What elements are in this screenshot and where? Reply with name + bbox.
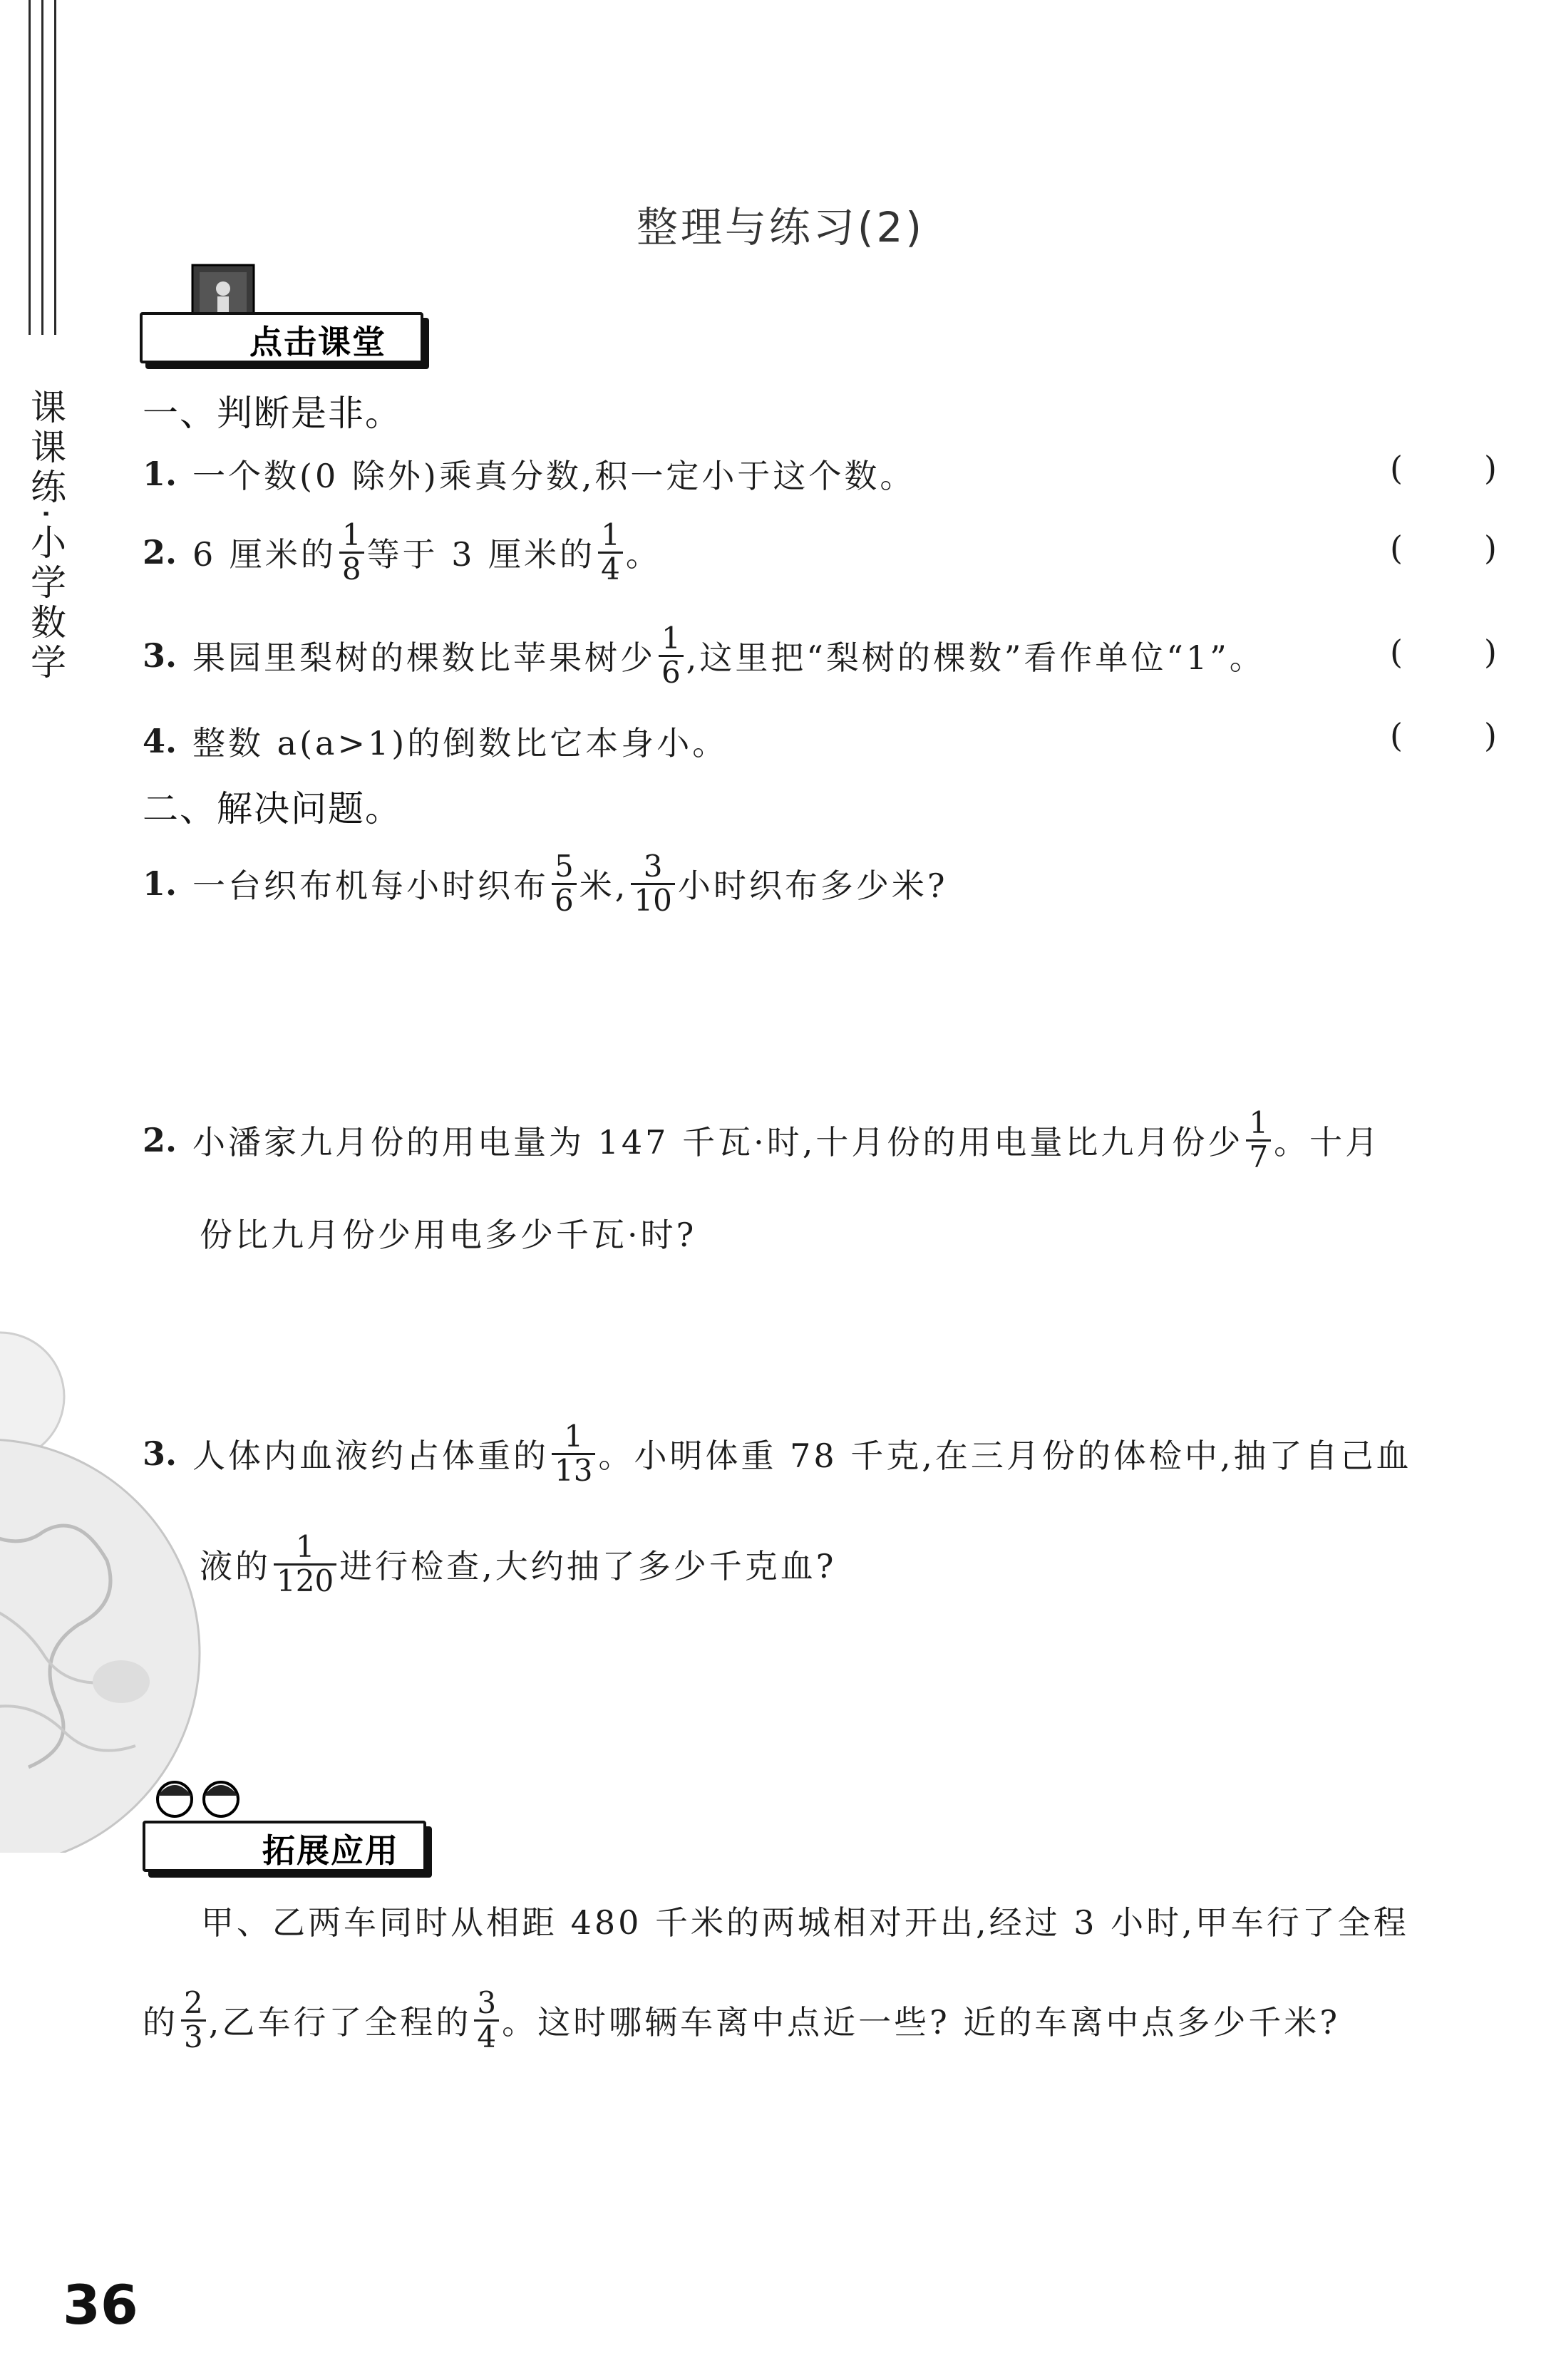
fraction: $\frac{1}{8}$ [339,519,364,584]
item-text-b: ,这里把“梨树的棵数”看作单位“1”。 [686,638,1265,677]
problem-text-b: 。小明体重 78 千克,在三月份的体检中,抽了自己血 [598,1437,1412,1475]
fraction: $\frac{1}{7}$ [1246,1107,1271,1172]
side-label: 课课练·小学数学 [25,388,66,683]
margin-line-2 [41,0,43,335]
part2-heading: 二、解决问题。 [143,788,402,829]
answer-blank[interactable]: ( ) [1390,716,1497,755]
problem-text-a: 小潘家九月份的用电量为 147 千瓦·时,十月份的用电量比九月份少 [192,1123,1244,1161]
judge-item-4 [143,695,728,787]
item-text: 整数 a(a>1)的倒数比它本身小。 [192,724,728,762]
extend-text-line1: 甲、乙两车同时从相距 480 千米的两城相对开出,经过 3 小时,甲车行了全程 [201,1903,1409,1942]
problem-3 [143,1407,1412,1500]
problem-text-c: 小时织布多少米? [677,866,948,905]
problem-1 [143,837,948,930]
problem-text-line2: 份比九月份少用电多少千瓦·时? [200,1216,697,1254]
problem-text-b: 。十月 [1274,1123,1381,1161]
problem-text-d: 进行检查,大约抽了多少千克血? [339,1547,837,1585]
item-text-a: 果园里梨树的棵数比苹果树少 [192,638,656,677]
problem-text-a: 一台织布机每小时织布 [192,866,550,905]
item-number: 4. [143,722,177,760]
margin-line-3 [54,0,56,335]
page-title: 整理与练习(2) [636,203,925,252]
fraction: $\frac{1}{13}$ [552,1421,595,1486]
fraction: $\frac{1}{6}$ [659,623,684,688]
item-number: 2. [143,533,177,571]
margin-line-1 [29,0,31,335]
fraction: $\frac{1}{4}$ [598,519,623,584]
extend-text-c: 。这时哪辆车离中点近一些? 近的车离中点多少千米? [502,2003,1341,2042]
section-title-click: 点击课堂 [249,323,386,361]
item-text-a: 6 厘米的 [192,535,336,574]
fraction: $\frac{1}{120}$ [274,1531,336,1596]
extend-line-2 [143,1974,1340,2066]
item-number: 1. [143,864,177,903]
section-title-extend: 拓展应用 [262,1831,399,1870]
fraction: $\frac{3}{4}$ [474,1987,499,2052]
item-text-b: 等于 3 厘米的 [366,535,596,574]
problem-text-c: 液的 [200,1547,271,1585]
problem-2 [143,1094,1381,1186]
problem-text-a: 人体内血液约占体重的 [192,1437,550,1475]
answer-blank[interactable]: ( ) [1390,633,1497,671]
extend-text-a: 的 [143,2003,178,2042]
fraction: $\frac{3}{10}$ [631,851,674,916]
part1-heading: 一、判断是非。 [143,393,402,434]
globe-decoration-icon [0,1311,214,1853]
item-text: 一个数(0 除外)乘真分数,积一定小于这个数。 [192,457,916,495]
answer-blank[interactable]: ( ) [1390,449,1497,487]
problem-text-b: 米, [579,866,629,905]
problem-3-line-2 [200,1518,836,1610]
answer-blank[interactable]: ( ) [1390,529,1497,567]
item-number: 3. [143,636,177,675]
item-number: 2. [143,1121,177,1159]
fraction: $\frac{2}{3}$ [181,1987,206,2052]
item-number: 3. [143,1434,177,1473]
problem-2-line-2 [200,1186,696,1279]
judge-item-2 [143,506,661,599]
judge-item-3 [143,609,1265,702]
item-number: 1. [143,455,177,493]
extend-text-b: ,乙车行了全程的 [208,2003,472,2042]
page-number: 36 [63,2273,138,2337]
extend-line-1 [201,1874,1409,1967]
item-text-c: 。 [625,535,661,574]
fraction: $\frac{5}{6}$ [552,851,577,916]
